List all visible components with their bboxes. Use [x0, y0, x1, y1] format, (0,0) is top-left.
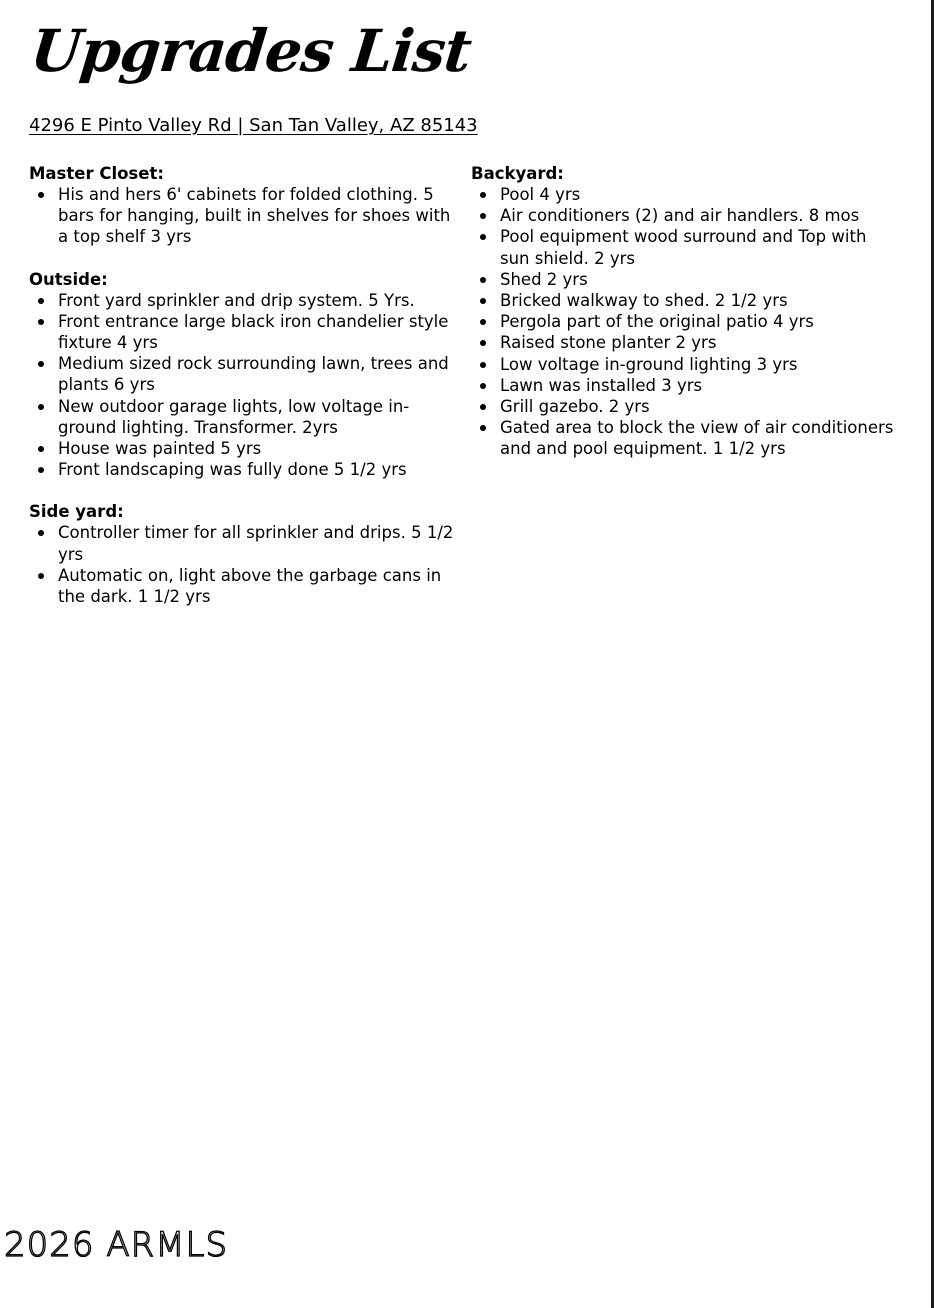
bullet-icon: [480, 234, 486, 240]
bullet-icon: [480, 277, 486, 283]
list-item: [29, 396, 459, 438]
item-text: Pergola part of the original patio 4 yrs: [500, 312, 814, 332]
list-item: [29, 353, 459, 395]
item-text: Pool 4 yrs: [500, 185, 581, 204]
list-item: [29, 565, 459, 607]
property-address: 4296 E Pinto Valley Rd | San Tan Valley, AZ 85143: [29, 115, 478, 136]
item-text: Controller timer for all sprinkler and drips. 5 1/2 yrs: [58, 523, 454, 564]
list-item: [29, 459, 459, 480]
list-item: [29, 438, 459, 459]
section-heading: Side yard:: [29, 502, 124, 522]
item-text: House was painted 5 yrs: [58, 439, 262, 459]
section-heading: Master Closet:: [29, 164, 164, 183]
list-item: [471, 396, 901, 417]
item-text: New outdoor garage lights, low voltage in-ground lighting. Transformer. 2yrs: [58, 396, 410, 437]
page-title: Upgrades List: [27, 17, 475, 85]
list-item: [471, 184, 901, 205]
item-text: Medium sized rock surrounding lawn, trees and plants 6 yrs: [58, 354, 449, 395]
bullet-icon: [38, 319, 44, 325]
item-text: Shed 2 yrs: [500, 269, 588, 289]
bullet-icon: [480, 319, 486, 325]
item-text: Front yard sprinkler and drip system. 5 Yrs.: [58, 290, 415, 310]
item-list: [29, 290, 459, 481]
watermark: 2026 ARMLS: [4, 1225, 229, 1265]
bullet-icon: [480, 213, 486, 219]
item-text: Grill gazebo. 2 yrs: [500, 397, 650, 417]
bullet-icon: [38, 530, 44, 536]
bullet-icon: [38, 467, 44, 473]
list-item: [471, 311, 901, 332]
bullet-icon: [38, 298, 44, 304]
right-column: [471, 163, 901, 481]
bullet-icon: [480, 192, 486, 198]
bullet-icon: [480, 404, 486, 410]
list-item: [471, 205, 901, 226]
item-text: Raised stone planter 2 yrs: [500, 333, 717, 353]
bullet-icon: [38, 404, 44, 410]
bullet-icon: [480, 425, 486, 431]
item-text: Air conditioners (2) and air handlers. 8 mos: [500, 206, 860, 226]
bullet-icon: [480, 298, 486, 304]
item-text: Automatic on, light above the garbage cans in the dark. 1 1/2 yrs: [58, 565, 442, 607]
item-text: Front entrance large black iron chandelier style fixture 4 yrs: [58, 311, 449, 353]
item-text: Lawn was installed 3 yrs: [500, 375, 703, 395]
section-heading: Outside:: [29, 269, 108, 289]
item-text: Gated area to block the view of air conditioners and and pool equipment. 1 1/2 yrs: [500, 418, 894, 459]
section-outside: [29, 269, 459, 481]
bullet-icon: [480, 383, 486, 389]
section-backyard: [471, 163, 901, 460]
list-item: [471, 332, 901, 353]
item-text: Low voltage in-ground lighting 3 yrs: [500, 354, 798, 374]
list-item: [471, 417, 901, 459]
list-item: [471, 226, 901, 268]
bullet-icon: [480, 340, 486, 346]
item-text: Pool equipment wood surround and Top with sun shield. 2 yrs: [500, 227, 867, 268]
item-list: [29, 184, 459, 248]
item-text: Front landscaping was fully done 5 1/2 yrs: [58, 460, 407, 480]
list-item: [471, 290, 901, 311]
left-column: [29, 163, 459, 628]
section-heading: Backyard:: [471, 164, 564, 183]
bullet-icon: [38, 446, 44, 452]
list-item: [29, 522, 459, 564]
bullet-icon: [38, 361, 44, 367]
section-master-closet: [29, 163, 459, 248]
item-list: [29, 522, 459, 607]
list-item: [471, 269, 901, 290]
item-list: [471, 184, 901, 460]
list-item: [471, 375, 901, 396]
item-text: Bricked walkway to shed. 2 1/2 yrs: [500, 291, 788, 311]
list-item: [29, 311, 459, 353]
bullet-icon: [480, 362, 486, 368]
bullet-icon: [38, 573, 44, 579]
list-item: [29, 184, 459, 248]
item-text: His and hers 6' cabinets for folded clothing. 5 bars for hanging, built in shelves for shoes with a top shelf 3 yrs: [58, 185, 451, 247]
section-side-yard: [29, 501, 459, 607]
list-item: [29, 290, 459, 311]
list-item: [471, 354, 901, 375]
bullet-icon: [38, 192, 44, 198]
